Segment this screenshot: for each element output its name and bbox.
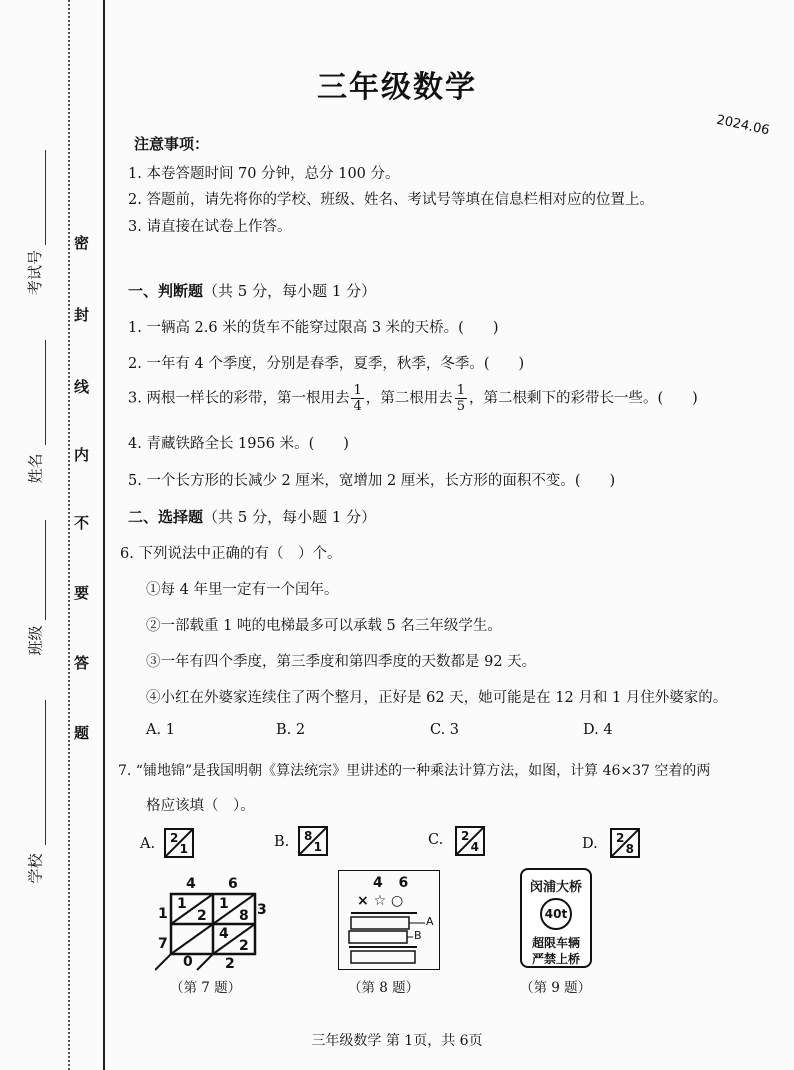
question-6: 6. 下列说法中正确的有（ ）个。 [120, 546, 342, 562]
option-b-top-digit: 8 [304, 829, 313, 843]
fig8-rows-icon [339, 871, 439, 969]
question-5: 5. 一个长方形的长减少 2 厘米，宽增加 2 厘米，长方形的面积不变。( ) [128, 473, 616, 489]
seal-char-2: 封 [74, 306, 90, 324]
fig8-label-b: B [414, 929, 422, 942]
fraction-1-numerator: 1 [353, 383, 362, 398]
field-class-line[interactable] [45, 520, 46, 620]
weight-limit-sign-icon [540, 898, 572, 930]
seal-char-6: 要 [74, 584, 90, 602]
question-7-option-c-box[interactable] [455, 826, 485, 856]
fraction-one-fifth [455, 384, 467, 413]
sign-text-line-1: 超限车辆 [531, 936, 580, 950]
question-6-statement-1: ①每 4 年里一定有一个闰年。 [146, 582, 339, 598]
section-2-heading [128, 506, 376, 527]
page-title: 三年级数学 [317, 70, 477, 105]
question-7-option-b-box[interactable] [298, 826, 328, 856]
question-6-option-d[interactable]: D. 4 [583, 722, 613, 738]
fraction-1-denominator: 4 [353, 399, 362, 414]
section-1-title: 一、判断题 [128, 282, 204, 300]
lattice-cell-1: 1 [177, 896, 187, 912]
fig8-label-a: A [426, 915, 434, 928]
sign-weight-limit: 40t [544, 907, 568, 921]
option-b-bottom-digit: 1 [313, 840, 322, 854]
question-7-line-2: 格应该填（ ）。 [146, 798, 255, 814]
seal-char-8: 题 [74, 724, 90, 742]
seal-char-5: 不 [74, 514, 90, 532]
notes-heading: 注意事项： [134, 135, 210, 153]
field-name-line[interactable] [45, 340, 46, 445]
sign-bridge-name: 闵浦大桥 [529, 880, 582, 895]
figure-9-bridge-sign [520, 868, 592, 968]
section-2-note: （共 5 分，每小题 1 分） [203, 508, 377, 526]
lattice-cell-3: 1 [219, 896, 229, 912]
section-2-title: 二、选择题 [128, 508, 204, 526]
seal-char-7: 答 [74, 654, 90, 672]
note-item-1: 1. 本卷答题时间 70 分钟，总分 100 分。 [128, 166, 400, 182]
question-7-option-c-label[interactable]: C. [428, 832, 444, 848]
lattice-top-digit-2: 6 [228, 876, 238, 892]
question-7-line-1: 7. “铺地锦”是我国明朝《算法统宗》里讲述的一种乘法计算方法，如图，计算 46×37 空着的两 [118, 763, 711, 779]
question-6-option-b[interactable]: B. 2 [276, 722, 306, 738]
question-2: 2. 一年有 4 个季度，分别是春季，夏季，秋季，冬季。( ) [128, 356, 525, 372]
seal-dotted-line [68, 0, 70, 1070]
seal-char-1: 密 [74, 234, 90, 252]
exam-date: 2024.06 [715, 112, 771, 139]
option-a-top-digit: 2 [170, 831, 179, 845]
field-class-label: 班级 [26, 625, 45, 656]
lattice-cell-5: 4 [219, 926, 229, 942]
option-a-bottom-digit: 1 [179, 842, 188, 856]
question-6-option-c[interactable]: C. 3 [430, 722, 460, 738]
field-exam-number-label: 考试号 [26, 249, 45, 296]
option-c-top-digit: 2 [461, 829, 470, 843]
option-d-bottom-digit: 8 [625, 842, 634, 856]
lattice-bottom-digit-1: 0 [183, 954, 193, 970]
page-footer: 三年级数学 第 1页，共 6页 [311, 1033, 483, 1049]
option-c-bottom-digit: 4 [470, 840, 479, 854]
question-6-statement-3: ③一年有四个季度，第三季度和第四季度的天数都是 92 天。 [146, 654, 537, 670]
note-item-2: 2. 答题前，请先将你的学校、班级、姓名、考试号等填在信息栏相对应的位置上。 [128, 192, 654, 208]
binding-line [103, 0, 105, 1070]
question-6-option-a[interactable]: A. 1 [146, 722, 175, 738]
lattice-cell-2: 2 [197, 908, 207, 924]
field-school-line[interactable] [45, 700, 46, 845]
seal-char-3: 线 [74, 378, 90, 396]
lattice-right-digit: 3 [257, 902, 267, 918]
section-1-heading [128, 280, 376, 301]
question-7-option-b-label[interactable]: B. [274, 834, 290, 850]
question-1: 1. 一辆高 2.6 米的货车不能穿过限高 3 米的天桥。( ) [128, 320, 499, 336]
lattice-top-digit-1: 4 [186, 876, 196, 892]
lattice-bottom-digit-2: 2 [225, 956, 235, 972]
lattice-cell-6: 2 [239, 938, 249, 954]
question-3 [128, 384, 698, 413]
figure-9-caption: （第 9 题） [520, 980, 592, 996]
figure-8-caption: （第 8 题） [348, 980, 420, 996]
field-name-label: 姓名 [26, 453, 45, 484]
question-3-part-b: ，第二根用去 [365, 390, 453, 407]
fig8-top-number: 4 6 [373, 875, 411, 891]
note-item-3: 3. 请直接在试卷上作答。 [128, 219, 292, 235]
lattice-cell-4: 8 [239, 908, 249, 924]
question-3-part-c: ，第二根剩下的彩带长一些。( ) [469, 390, 698, 407]
fig8-multiplier-row: × ☆ ○ [357, 893, 404, 909]
fraction-one-quarter [351, 384, 363, 413]
figure-8-multiplication [338, 870, 440, 970]
figure-7-lattice [155, 876, 275, 972]
question-4: 4. 青藏铁路全长 1956 米。( ) [128, 436, 349, 452]
question-7-option-a-box[interactable] [164, 828, 194, 858]
question-6-statement-2: ②一部载重 1 吨的电梯最多可以承载 5 名三年级学生。 [146, 618, 502, 634]
section-1-note: （共 5 分，每小题 1 分） [203, 282, 377, 300]
lattice-left-digit-2: 7 [158, 936, 168, 952]
field-school-label: 学校 [26, 853, 45, 884]
sign-text-line-2: 严禁上桥 [531, 952, 580, 966]
question-7-option-a-label[interactable]: A. [140, 836, 156, 852]
fraction-2-numerator: 1 [456, 383, 466, 398]
lattice-left-digit-1: 1 [158, 906, 168, 922]
option-d-top-digit: 2 [616, 831, 625, 845]
question-3-part-a: 3. 两根一样长的彩带，第一根用去 [128, 390, 350, 407]
question-6-statement-4: ④小红在外婆家连续住了两个整月，正好是 62 天，她可能是在 12 月和 1 月住外婆家的。 [146, 690, 728, 706]
lattice-grid-icon [155, 882, 275, 972]
question-7-option-d-box[interactable] [610, 828, 640, 858]
seal-char-4: 内 [74, 446, 90, 464]
field-exam-number-line[interactable] [45, 150, 46, 245]
question-7-option-d-label[interactable]: D. [582, 836, 598, 852]
figure-7-caption: （第 7 题） [170, 980, 242, 996]
fraction-2-denominator: 5 [456, 399, 466, 414]
